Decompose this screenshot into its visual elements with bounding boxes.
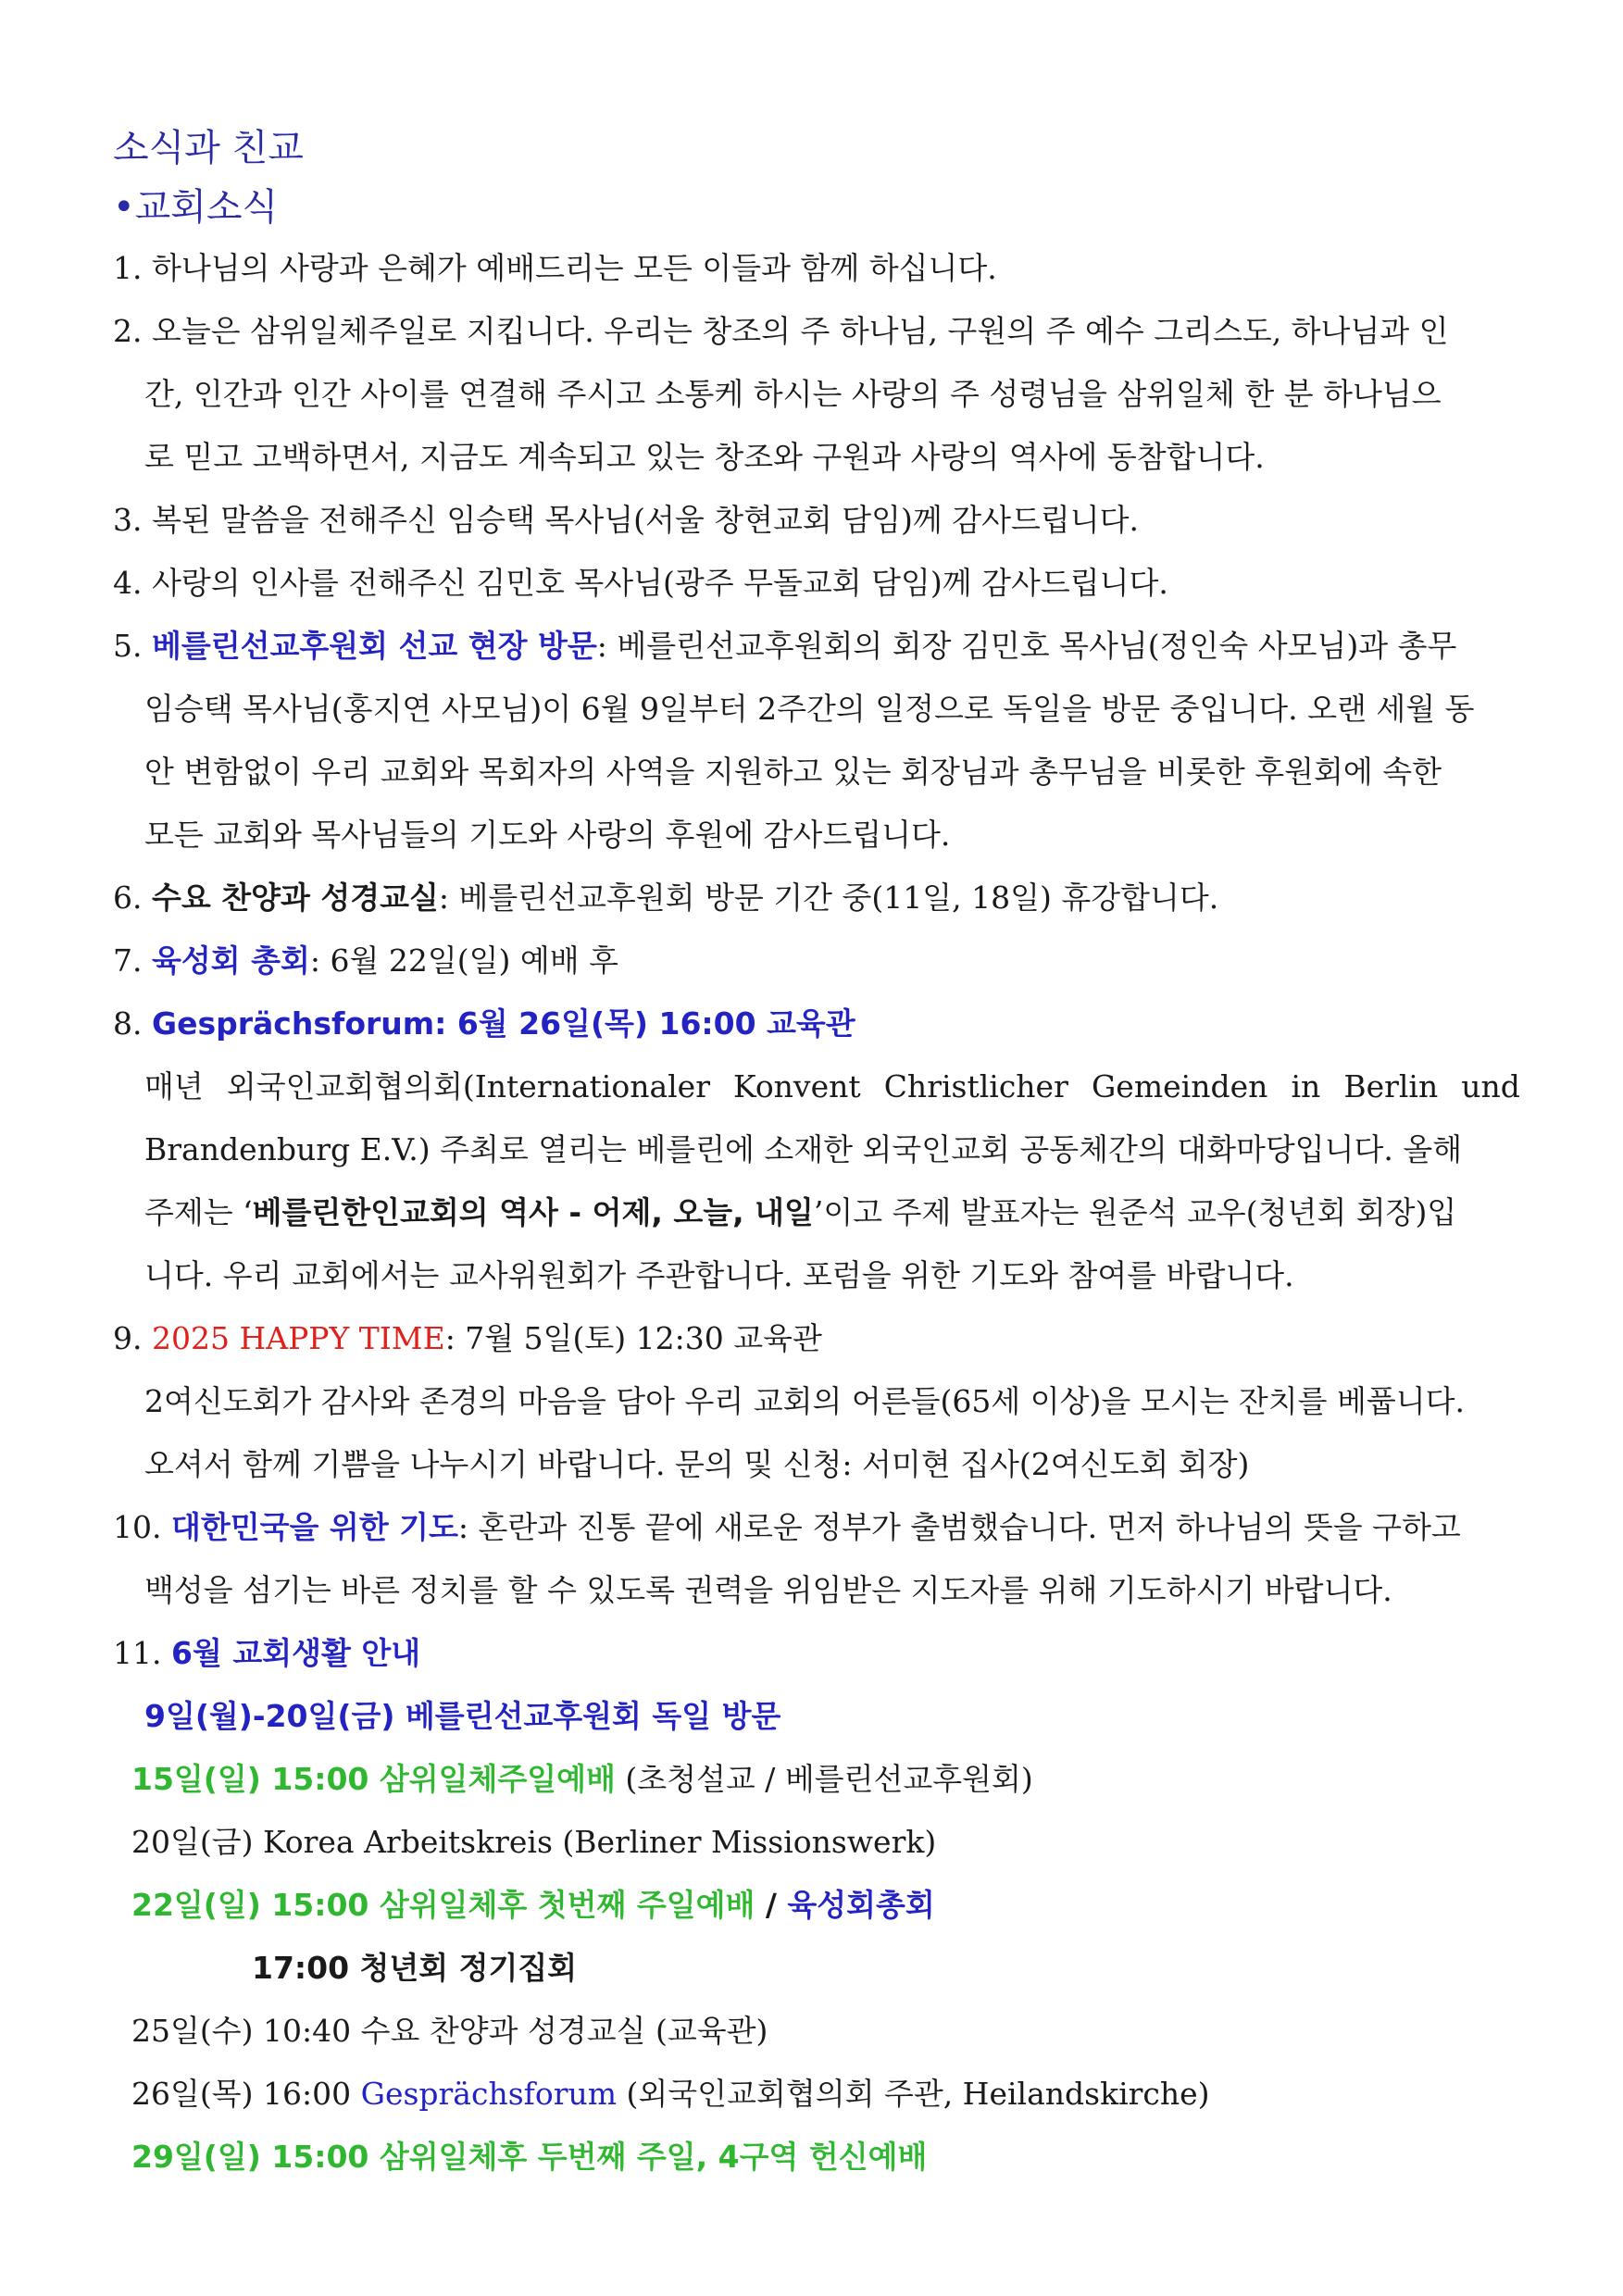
schedule-item-6: 25일(수) 10:40 수요 찬양과 성경교실 (교육관) [131,2013,768,2049]
news-item-8-title: Gesprächsforum: 6월 26일(목) 16:00 교육관 [152,1005,855,1042]
schedule-item-4-blue: 육성회총회 [787,1887,935,1923]
news-item-9-number: 9. [113,1320,143,1356]
news-item-2-line-2: 간, 인간과 인간 사이를 연결해 주시고 소통케 하시는 사랑의 주 성령님을 삼위일체 한 분 하나님으 [144,376,1442,412]
news-item-8-line-3-post: ’이고 주제 발표자는 원준석 교우(청년회 회장)입 [813,1194,1457,1230]
schedule-item-2-highlight: 15일(일) 15:00 삼위일체주일예배 [131,1761,616,1797]
news-item-6 [113,867,1520,930]
news-item-4: 4. 사랑의 인사를 전해주신 김민호 목사님(광주 무돌교회 담임)께 감사드립니다. [113,565,1168,601]
news-item-5-number: 5. [113,628,143,664]
news-item-6-number: 6. [113,880,143,916]
schedule-item-2 [113,1748,1520,1811]
schedule-item-7 [113,2063,1520,2126]
news-item-10-text: : 혼란과 진통 끝에 새로운 정부가 출범했습니다. 먼저 하나님의 뜻을 구하고 [457,1509,1461,1545]
news-item-9-line-1: 2여신도회가 감사와 존경의 마음을 담아 우리 교회의 어른들(65세 이상)을 모시는 잔치를 베풉니다. [144,1383,1465,1419]
news-item-5-text: : 베를린선교후원회의 회장 김민호 목사님(정인숙 사모님)과 총무 [596,628,1457,664]
news-item-8-word: Konvent [733,1068,861,1104]
news-item-8-word: 외국인교회협의회(Internationaler [226,1068,710,1104]
news-item-8-word: Christlicher [883,1068,1068,1104]
page [113,119,1520,2189]
schedule-item-4-separator: / [755,1887,788,1923]
news-item-5-line-3: 안 변함없이 우리 교회와 목회자의 사역을 지원하고 있는 회장님과 총무님을 비롯한 후원회에 속한 [144,754,1442,790]
news-item-5-line-4: 모든 교회와 목사님들의 기도와 사랑의 후원에 감사드립니다. [144,817,951,853]
news-item-11-title: 6월 교회생활 안내 [170,1635,421,1671]
news-item-8-line-3-pre: 주제는 ‘ [144,1194,253,1230]
forum-topic: 베를린한인교회의 역사 - 어제, 오늘, 내일 [252,1194,814,1230]
schedule-item-1: 9일(월)-20일(금) 베를린선교후원회 독일 방문 [144,1698,781,1734]
news-item-8-word: Gemeinden [1091,1068,1268,1104]
news-item-8-word: Berlin [1343,1068,1439,1104]
news-item-9-title-line [113,1307,1520,1370]
section-title: •교회소식 [113,186,279,229]
news-item-7 [113,930,1520,992]
news-item-7-text: : 6월 22일(일) 예배 후 [309,942,618,979]
news-item-1: 1. 하나님의 사랑과 은혜가 예배드리는 모든 이들과 함께 하십니다. [113,250,997,286]
news-item-2-line-3: 로 믿고 고백하면서, 지금도 계속되고 있는 창조와 구원과 사랑의 역사에 동참합니다. [144,439,1265,475]
news-item-3: 3. 복된 말씀을 전해주신 임승택 목사님(서울 창현교회 담임)께 감사드립니다. [113,502,1139,538]
news-item-6-text: : 베를린선교후원회 방문 기간 중(11일, 18일) 휴강합니다. [438,880,1219,916]
news-item-10-line-1 [113,1496,1520,1559]
schedule-item-4 [113,1874,1520,1937]
news-item-8-number: 8. [113,1005,143,1042]
schedule-item-7-pre: 26일(목) 16:00 [131,2076,361,2112]
news-item-2-text-1: 2. 오늘은 삼위일체주일로 지킵니다. 우리는 창조의 주 하나님, 구원의 주 예수 그리스도, 하나님과 인 [113,313,1449,349]
schedule-item-3: 20일(금) Korea Arbeitskreis (Berliner Missionswerk) [131,1824,937,1860]
news-item-9-title: 2025 HAPPY TIME [152,1320,445,1356]
news-item-9-text: : 7월 5일(토) 12:30 교육관 [444,1320,822,1356]
news-item-5-line-2: 임승택 목사님(홍지연 사모님)이 6월 9일부터 2주간의 일정으로 독일을 방문 중입니다. 오랜 세월 동 [144,691,1475,727]
news-item-10-title: 대한민국을 위한 기도 [170,1509,458,1545]
news-list [113,237,1520,2189]
page-title: 소식과 친교 [113,127,304,169]
news-item-10-line-2: 백성을 섬기는 바른 정치를 할 수 있도록 권력을 위임받은 지도자를 위해 기도하시기 바랍니다. [144,1572,1392,1608]
schedule-item-7-post: (외국인교회협의회 주관, Heilandskirche) [617,2076,1210,2112]
schedule-item-8: 29일(일) 15:00 삼위일체후 두번째 주일, 4구역 헌신예배 [131,2139,928,2175]
schedule-item-4-highlight: 22일(일) 15:00 삼위일체후 첫번째 주일예배 [131,1887,755,1923]
news-item-11-title-line [113,1622,1520,1685]
news-item-8-word: in [1291,1068,1321,1104]
news-item-8-line-4: 니다. 우리 교회에서는 교사위원회가 주관합니다. 포럼을 위한 기도와 참여를 바랍니다. [144,1257,1294,1293]
schedule-item-7-blue: Gesprächsforum [360,2076,618,2112]
news-item-8-word: und [1461,1068,1520,1104]
news-item-9-line-2: 오셔서 함께 기쁨을 나누시기 바랍니다. 문의 및 신청: 서미현 집사(2여신도회 회장) [144,1446,1250,1482]
schedule-item-2-rest: (초청설교 / 베를린선교후원회) [615,1761,1033,1797]
news-item-8-line-1 [113,1055,1520,1118]
news-item-8-title-line [113,992,1520,1055]
news-item-7-number: 7. [113,942,143,979]
news-item-11-number: 11. [113,1635,162,1671]
schedule-item-5: 17:00 청년회 정기집회 [252,1950,578,1986]
news-item-2-line-1 [113,300,1520,363]
news-item-6-title: 수요 찬양과 성경교실 [152,880,439,916]
news-item-10-number: 10. [113,1509,162,1545]
news-item-5-line-1 [113,615,1520,678]
news-item-8-line-3 [113,1181,1520,1244]
news-item-8-line-2: Brandenburg E.V.) 주최로 열리는 베를린에 소재한 외국인교회 공동체간의 대화마당입니다. 올해 [144,1131,1463,1167]
news-item-8-word: 매년 [144,1068,204,1104]
news-item-7-title: 육성회 총회 [152,942,310,979]
news-item-5-title: 베를린선교후원회 선교 현장 방문 [152,628,597,664]
